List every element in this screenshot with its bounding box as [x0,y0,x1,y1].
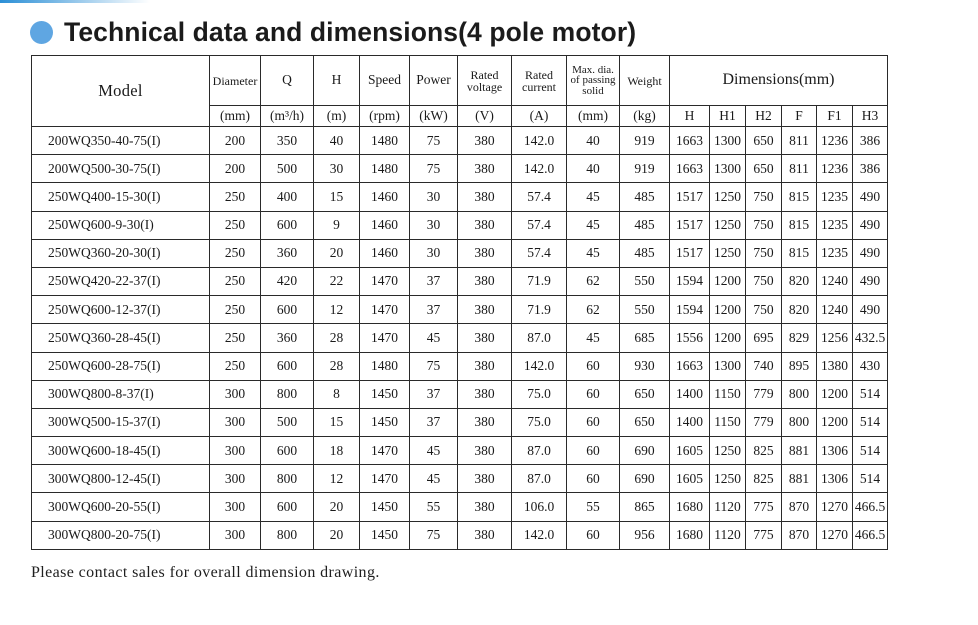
table-row [32,127,888,155]
value-cell: 919 [620,155,670,183]
value-cell: 485 [620,239,670,267]
value-cell: 380 [458,493,512,521]
value-cell: 9 [314,211,360,239]
table-row [32,155,888,183]
unit-current: (A) [512,106,567,127]
model-cell: 250WQ600-9-30(I) [32,211,210,239]
value-cell: 250 [210,211,261,239]
model-cell: 200WQ350-40-75(I) [32,127,210,155]
value-cell: 1250 [710,183,746,211]
table-row [32,239,888,267]
value-cell: 811 [782,155,817,183]
model-cell: 300WQ600-20-55(I) [32,493,210,521]
value-cell: 800 [261,380,314,408]
value-cell: 1680 [670,493,710,521]
value-cell: 870 [782,521,817,549]
table-row [32,324,888,352]
value-cell: 1270 [817,521,853,549]
top-accent-line [0,0,150,3]
value-cell: 37 [410,267,458,295]
value-cell: 829 [782,324,817,352]
model-cell: 250WQ600-12-37(I) [32,296,210,324]
value-cell: 600 [261,352,314,380]
spec-table [31,55,888,550]
col-header-h: H [314,56,360,106]
table-row [32,183,888,211]
value-cell: 1400 [670,380,710,408]
unit-diameter: (mm) [210,106,261,127]
value-cell: 1460 [360,183,410,211]
value-cell: 1400 [670,408,710,436]
value-cell: 30 [314,155,360,183]
value-cell: 1300 [710,127,746,155]
value-cell: 45 [567,183,620,211]
value-cell: 815 [782,183,817,211]
value-cell: 75.0 [512,380,567,408]
value-cell: 1470 [360,465,410,493]
section-heading [30,15,636,49]
value-cell: 12 [314,296,360,324]
value-cell: 490 [853,296,888,324]
value-cell: 20 [314,521,360,549]
value-cell: 956 [620,521,670,549]
value-cell: 380 [458,324,512,352]
value-cell: 779 [746,408,782,436]
value-cell: 1605 [670,437,710,465]
value-cell: 15 [314,183,360,211]
value-cell: 55 [567,493,620,521]
value-cell: 600 [261,437,314,465]
value-cell: 45 [410,324,458,352]
value-cell: 71.9 [512,267,567,295]
value-cell: 40 [567,127,620,155]
value-cell: 1517 [670,211,710,239]
value-cell: 300 [210,380,261,408]
value-cell: 1380 [817,352,853,380]
footer-note: Please contact sales for overall dimension drawing. [31,564,380,581]
model-cell: 300WQ500-15-37(I) [32,408,210,436]
value-cell: 490 [853,211,888,239]
value-cell: 8 [314,380,360,408]
value-cell: 690 [620,465,670,493]
value-cell: 600 [261,493,314,521]
value-cell: 650 [620,380,670,408]
unit-q: (m³/h) [261,106,314,127]
value-cell: 750 [746,267,782,295]
value-cell: 250 [210,183,261,211]
value-cell: 37 [410,296,458,324]
unit-weight: (kg) [620,106,670,127]
value-cell: 750 [746,239,782,267]
value-cell: 300 [210,465,261,493]
value-cell: 60 [567,437,620,465]
value-cell: 250 [210,324,261,352]
value-cell: 1200 [817,380,853,408]
unit-h: (m) [314,106,360,127]
value-cell: 30 [410,239,458,267]
unit-voltage: (V) [458,106,512,127]
col-header-dimensions: Dimensions(mm) [670,56,888,106]
value-cell: 380 [458,267,512,295]
value-cell: 1250 [710,437,746,465]
value-cell: 1235 [817,239,853,267]
value-cell: 300 [210,408,261,436]
value-cell: 650 [620,408,670,436]
value-cell: 75 [410,352,458,380]
value-cell: 15 [314,408,360,436]
value-cell: 380 [458,296,512,324]
value-cell: 45 [410,465,458,493]
value-cell: 1200 [710,267,746,295]
value-cell: 360 [261,239,314,267]
value-cell: 142.0 [512,155,567,183]
value-cell: 1470 [360,267,410,295]
value-cell: 820 [782,267,817,295]
value-cell: 1470 [360,324,410,352]
value-cell: 825 [746,437,782,465]
value-cell: 60 [567,465,620,493]
value-cell: 87.0 [512,437,567,465]
value-cell: 1470 [360,437,410,465]
value-cell: 650 [746,127,782,155]
value-cell: 466.5 [853,493,888,521]
value-cell: 600 [261,211,314,239]
value-cell: 200 [210,127,261,155]
value-cell: 30 [410,183,458,211]
value-cell: 380 [458,380,512,408]
value-cell: 60 [567,380,620,408]
value-cell: 1594 [670,296,710,324]
value-cell: 1450 [360,380,410,408]
value-cell: 57.4 [512,239,567,267]
value-cell: 142.0 [512,521,567,549]
model-cell: 300WQ800-20-75(I) [32,521,210,549]
value-cell: 800 [261,465,314,493]
value-cell: 55 [410,493,458,521]
col-header-rated-voltage: Rated voltage [458,56,512,106]
model-cell: 300WQ600-18-45(I) [32,437,210,465]
value-cell: 57.4 [512,211,567,239]
unit-power: (kW) [410,106,458,127]
value-cell: 1480 [360,155,410,183]
value-cell: 514 [853,408,888,436]
value-cell: 200 [210,155,261,183]
value-cell: 1240 [817,267,853,295]
value-cell: 685 [620,324,670,352]
value-cell: 485 [620,211,670,239]
value-cell: 28 [314,352,360,380]
value-cell: 380 [458,408,512,436]
value-cell: 1200 [817,408,853,436]
value-cell: 750 [746,296,782,324]
value-cell: 1480 [360,127,410,155]
unit-max-dia: (mm) [567,106,620,127]
col-header-max-dia: Max. dia. of passing solid [567,56,620,106]
value-cell: 71.9 [512,296,567,324]
value-cell: 1240 [817,296,853,324]
value-cell: 20 [314,493,360,521]
value-cell: 1235 [817,183,853,211]
value-cell: 550 [620,296,670,324]
value-cell: 600 [261,296,314,324]
value-cell: 1556 [670,324,710,352]
value-cell: 1306 [817,465,853,493]
value-cell: 550 [620,267,670,295]
value-cell: 1470 [360,296,410,324]
value-cell: 695 [746,324,782,352]
table-row [32,493,888,521]
value-cell: 820 [782,296,817,324]
value-cell: 1236 [817,155,853,183]
value-cell: 1306 [817,437,853,465]
value-cell: 1594 [670,267,710,295]
value-cell: 930 [620,352,670,380]
value-cell: 106.0 [512,493,567,521]
value-cell: 380 [458,127,512,155]
value-cell: 386 [853,155,888,183]
dim-header-f1: F1 [817,106,853,127]
value-cell: 420 [261,267,314,295]
value-cell: 75 [410,127,458,155]
value-cell: 250 [210,239,261,267]
value-cell: 380 [458,183,512,211]
value-cell: 380 [458,239,512,267]
dim-header-h3: H3 [853,106,888,127]
value-cell: 740 [746,352,782,380]
value-cell: 779 [746,380,782,408]
value-cell: 250 [210,267,261,295]
value-cell: 1517 [670,239,710,267]
model-cell: 200WQ500-30-75(I) [32,155,210,183]
value-cell: 12 [314,465,360,493]
value-cell: 250 [210,296,261,324]
value-cell: 40 [314,127,360,155]
value-cell: 400 [261,183,314,211]
value-cell: 825 [746,465,782,493]
value-cell: 881 [782,465,817,493]
value-cell: 45 [567,324,620,352]
value-cell: 485 [620,183,670,211]
value-cell: 75.0 [512,408,567,436]
value-cell: 1256 [817,324,853,352]
dim-header-h1: H1 [710,106,746,127]
value-cell: 1450 [360,521,410,549]
value-cell: 360 [261,324,314,352]
value-cell: 432.5 [853,324,888,352]
page-title: Technical data and dimensions(4 pole motor) [64,16,637,47]
value-cell: 1605 [670,465,710,493]
value-cell: 30 [410,211,458,239]
value-cell: 1236 [817,127,853,155]
table-row [32,521,888,549]
value-cell: 775 [746,493,782,521]
value-cell: 800 [261,521,314,549]
table-row [32,380,888,408]
value-cell: 60 [567,352,620,380]
value-cell: 750 [746,211,782,239]
value-cell: 514 [853,380,888,408]
value-cell: 1235 [817,211,853,239]
value-cell: 20 [314,239,360,267]
value-cell: 1200 [710,324,746,352]
value-cell: 1450 [360,493,410,521]
value-cell: 380 [458,211,512,239]
value-cell: 430 [853,352,888,380]
value-cell: 800 [782,380,817,408]
value-cell: 1450 [360,408,410,436]
model-cell: 250WQ360-28-45(I) [32,324,210,352]
value-cell: 37 [410,408,458,436]
value-cell: 87.0 [512,465,567,493]
value-cell: 466.5 [853,521,888,549]
value-cell: 22 [314,267,360,295]
dim-header-h: H [670,106,710,127]
model-cell: 250WQ360-20-30(I) [32,239,210,267]
value-cell: 919 [620,127,670,155]
value-cell: 45 [567,211,620,239]
value-cell: 1480 [360,352,410,380]
table-row [32,267,888,295]
model-cell: 250WQ600-28-75(I) [32,352,210,380]
value-cell: 1120 [710,521,746,549]
value-cell: 1150 [710,380,746,408]
value-cell: 1120 [710,493,746,521]
value-cell: 1300 [710,155,746,183]
value-cell: 380 [458,155,512,183]
value-cell: 1680 [670,521,710,549]
value-cell: 380 [458,352,512,380]
value-cell: 300 [210,437,261,465]
value-cell: 45 [410,437,458,465]
col-header-power: Power [410,56,458,106]
table-row [32,408,888,436]
value-cell: 380 [458,521,512,549]
dim-header-f: F [782,106,817,127]
value-cell: 28 [314,324,360,352]
value-cell: 1663 [670,127,710,155]
value-cell: 380 [458,437,512,465]
value-cell: 811 [782,127,817,155]
value-cell: 870 [782,493,817,521]
value-cell: 87.0 [512,324,567,352]
value-cell: 1250 [710,239,746,267]
value-cell: 300 [210,521,261,549]
value-cell: 815 [782,211,817,239]
value-cell: 380 [458,465,512,493]
value-cell: 1250 [710,465,746,493]
value-cell: 690 [620,437,670,465]
value-cell: 75 [410,521,458,549]
value-cell: 37 [410,380,458,408]
value-cell: 1517 [670,183,710,211]
col-header-diameter: Diameter [210,56,261,106]
value-cell: 500 [261,155,314,183]
value-cell: 1270 [817,493,853,521]
model-cell: 250WQ420-22-37(I) [32,267,210,295]
value-cell: 750 [746,183,782,211]
value-cell: 62 [567,267,620,295]
value-cell: 800 [782,408,817,436]
dim-header-h2: H2 [746,106,782,127]
value-cell: 895 [782,352,817,380]
value-cell: 75 [410,155,458,183]
value-cell: 775 [746,521,782,549]
col-header-rated-current: Rated current [512,56,567,106]
col-header-weight: Weight [620,56,670,106]
value-cell: 815 [782,239,817,267]
value-cell: 57.4 [512,183,567,211]
value-cell: 1460 [360,211,410,239]
model-cell: 250WQ400-15-30(I) [32,183,210,211]
value-cell: 1200 [710,296,746,324]
value-cell: 1300 [710,352,746,380]
table-row [32,296,888,324]
value-cell: 60 [567,408,620,436]
unit-speed: (rpm) [360,106,410,127]
value-cell: 62 [567,296,620,324]
table-row [32,465,888,493]
table-row [32,352,888,380]
value-cell: 865 [620,493,670,521]
value-cell: 881 [782,437,817,465]
bullet-dot-icon [30,21,53,44]
value-cell: 40 [567,155,620,183]
col-header-model: Model [32,56,210,127]
value-cell: 18 [314,437,360,465]
value-cell: 500 [261,408,314,436]
table-row [32,437,888,465]
value-cell: 1460 [360,239,410,267]
value-cell: 514 [853,465,888,493]
value-cell: 45 [567,239,620,267]
value-cell: 1663 [670,155,710,183]
value-cell: 490 [853,267,888,295]
table-header-row [32,56,888,106]
value-cell: 1663 [670,352,710,380]
model-cell: 300WQ800-8-37(I) [32,380,210,408]
value-cell: 250 [210,352,261,380]
value-cell: 650 [746,155,782,183]
col-header-speed: Speed [360,56,410,106]
value-cell: 490 [853,183,888,211]
value-cell: 1150 [710,408,746,436]
value-cell: 386 [853,127,888,155]
value-cell: 300 [210,493,261,521]
value-cell: 60 [567,521,620,549]
value-cell: 514 [853,437,888,465]
value-cell: 1250 [710,211,746,239]
value-cell: 142.0 [512,352,567,380]
table-row [32,211,888,239]
col-header-q: Q [261,56,314,106]
value-cell: 350 [261,127,314,155]
value-cell: 142.0 [512,127,567,155]
model-cell: 300WQ800-12-45(I) [32,465,210,493]
value-cell: 490 [853,239,888,267]
